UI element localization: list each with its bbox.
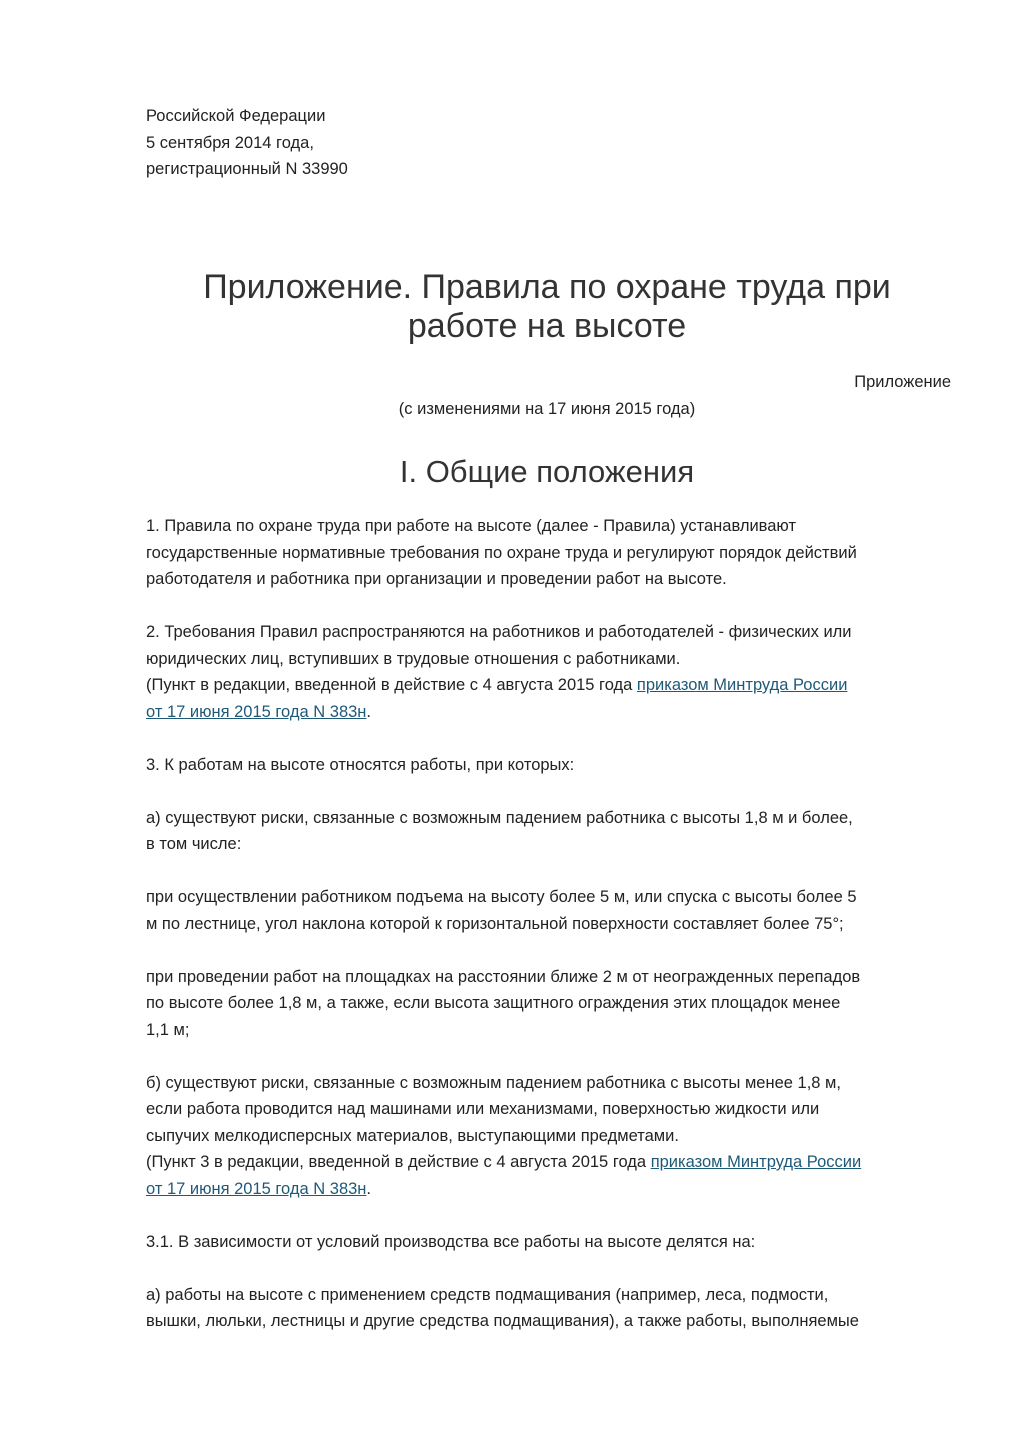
paragraph-3a-2 [146, 964, 958, 1044]
text-line: при осуществлении работником подъема на высоту более 5 м, или спуска с высоты более 5 [146, 888, 857, 906]
paragraph-1 [146, 513, 958, 593]
appendix-label: Приложение [854, 373, 951, 391]
order-link[interactable]: приказом Минтруда России [650, 1153, 862, 1171]
registration-number: регистрационный N 33990 [146, 160, 348, 178]
text-line: 3.1. В зависимости от условий производства все работы на высоте делятся на: [146, 1232, 756, 1251]
text-line: а) работы на высоте с применением средств подмащивания (например, леса, подмости, [146, 1285, 829, 1304]
page-title-line2: работе на высоте [407, 307, 687, 345]
paragraph-3a-1 [146, 884, 958, 937]
text-line: 3. К работам на высоте относятся работы, при которых: [146, 755, 575, 774]
text-line: юридических лиц, вступивших в трудовые отношения с работниками. [146, 649, 681, 668]
text-line: б) существуют риски, связанные с возможным падением работника с высоты менее 1,8 м, [146, 1073, 841, 1092]
text-line: работодателя и работника при организации и проведении работ на высоте. [146, 570, 727, 588]
text-line: м по лестнице, угол наклона которой к горизонтальной поверхности составляет более 75°; [146, 914, 844, 933]
amendment-note-cont [146, 1176, 958, 1203]
note-suffix: . [366, 702, 371, 721]
text-line: при проведении работ на площадках на расстоянии ближе 2 м от неогражденных перепадов [146, 967, 861, 986]
paragraph-3-1 [146, 1229, 958, 1256]
text-line: 1. Правила по охране труда при работе на высоте (далее - Правила) устанавливают [146, 517, 797, 535]
amendment-note [146, 672, 958, 699]
text-line: если работа проводится над машинами или механизмами, поверхностью жидкости или [146, 1100, 820, 1118]
paragraph-3b [146, 1070, 958, 1203]
amendment-note-text: (Пункт 3 в редакции, введенной в действие с 4 августа 2015 года [146, 1153, 651, 1171]
order-link-cont[interactable]: от 17 июня 2015 года N 383н [146, 1179, 367, 1198]
text-line: государственные нормативные требования по охране труда и регулируют порядок действий [146, 543, 857, 562]
registration-line: Российской Федерации [146, 107, 326, 125]
amendment-note-cont [146, 699, 958, 726]
paragraph-3a [146, 805, 958, 858]
order-link[interactable]: приказом Минтруда России [636, 676, 848, 694]
page-title [90, 268, 1004, 346]
text-line: в том числе: [146, 835, 242, 853]
note-suffix: . [366, 1179, 371, 1198]
paragraph-3-1a [146, 1282, 958, 1335]
amendment-note-text: (Пункт в редакции, введенной в действие с 4 августа 2015 года [146, 676, 637, 694]
text-line: а) существуют риски, связанные с возможным падением работника с высоты 1,8 м и более, [146, 808, 853, 827]
page-title-line1: Приложение. Правила по охране труда при [203, 268, 891, 306]
section-heading: I. Общие положения [399, 454, 695, 489]
order-link-cont[interactable]: от 17 июня 2015 года N 383н [146, 702, 367, 721]
text-line: 1,1 м; [146, 1020, 190, 1039]
paragraph-3 [146, 752, 958, 779]
document-body [146, 513, 958, 1361]
paragraph-2 [146, 619, 958, 725]
text-line: по высоте более 1,8 м, а также, если высота защитного ограждения этих площадок менее [146, 994, 841, 1012]
registration-block [146, 103, 348, 183]
text-line: сыпучих мелкодисперсных материалов, выступающими предметами. [146, 1126, 679, 1145]
amendment-note [146, 1149, 958, 1176]
text-line: 2. Требования Правил распространяются на работников и работодателей - физических или [146, 623, 852, 641]
registration-date: 5 сентября 2014 года, [146, 133, 314, 152]
changes-note: (с изменениями на 17 июня 2015 года) [398, 400, 696, 418]
text-line: вышки, люльки, лестницы и другие средства подмащивания), а также работы, выполняемые [146, 1312, 859, 1330]
